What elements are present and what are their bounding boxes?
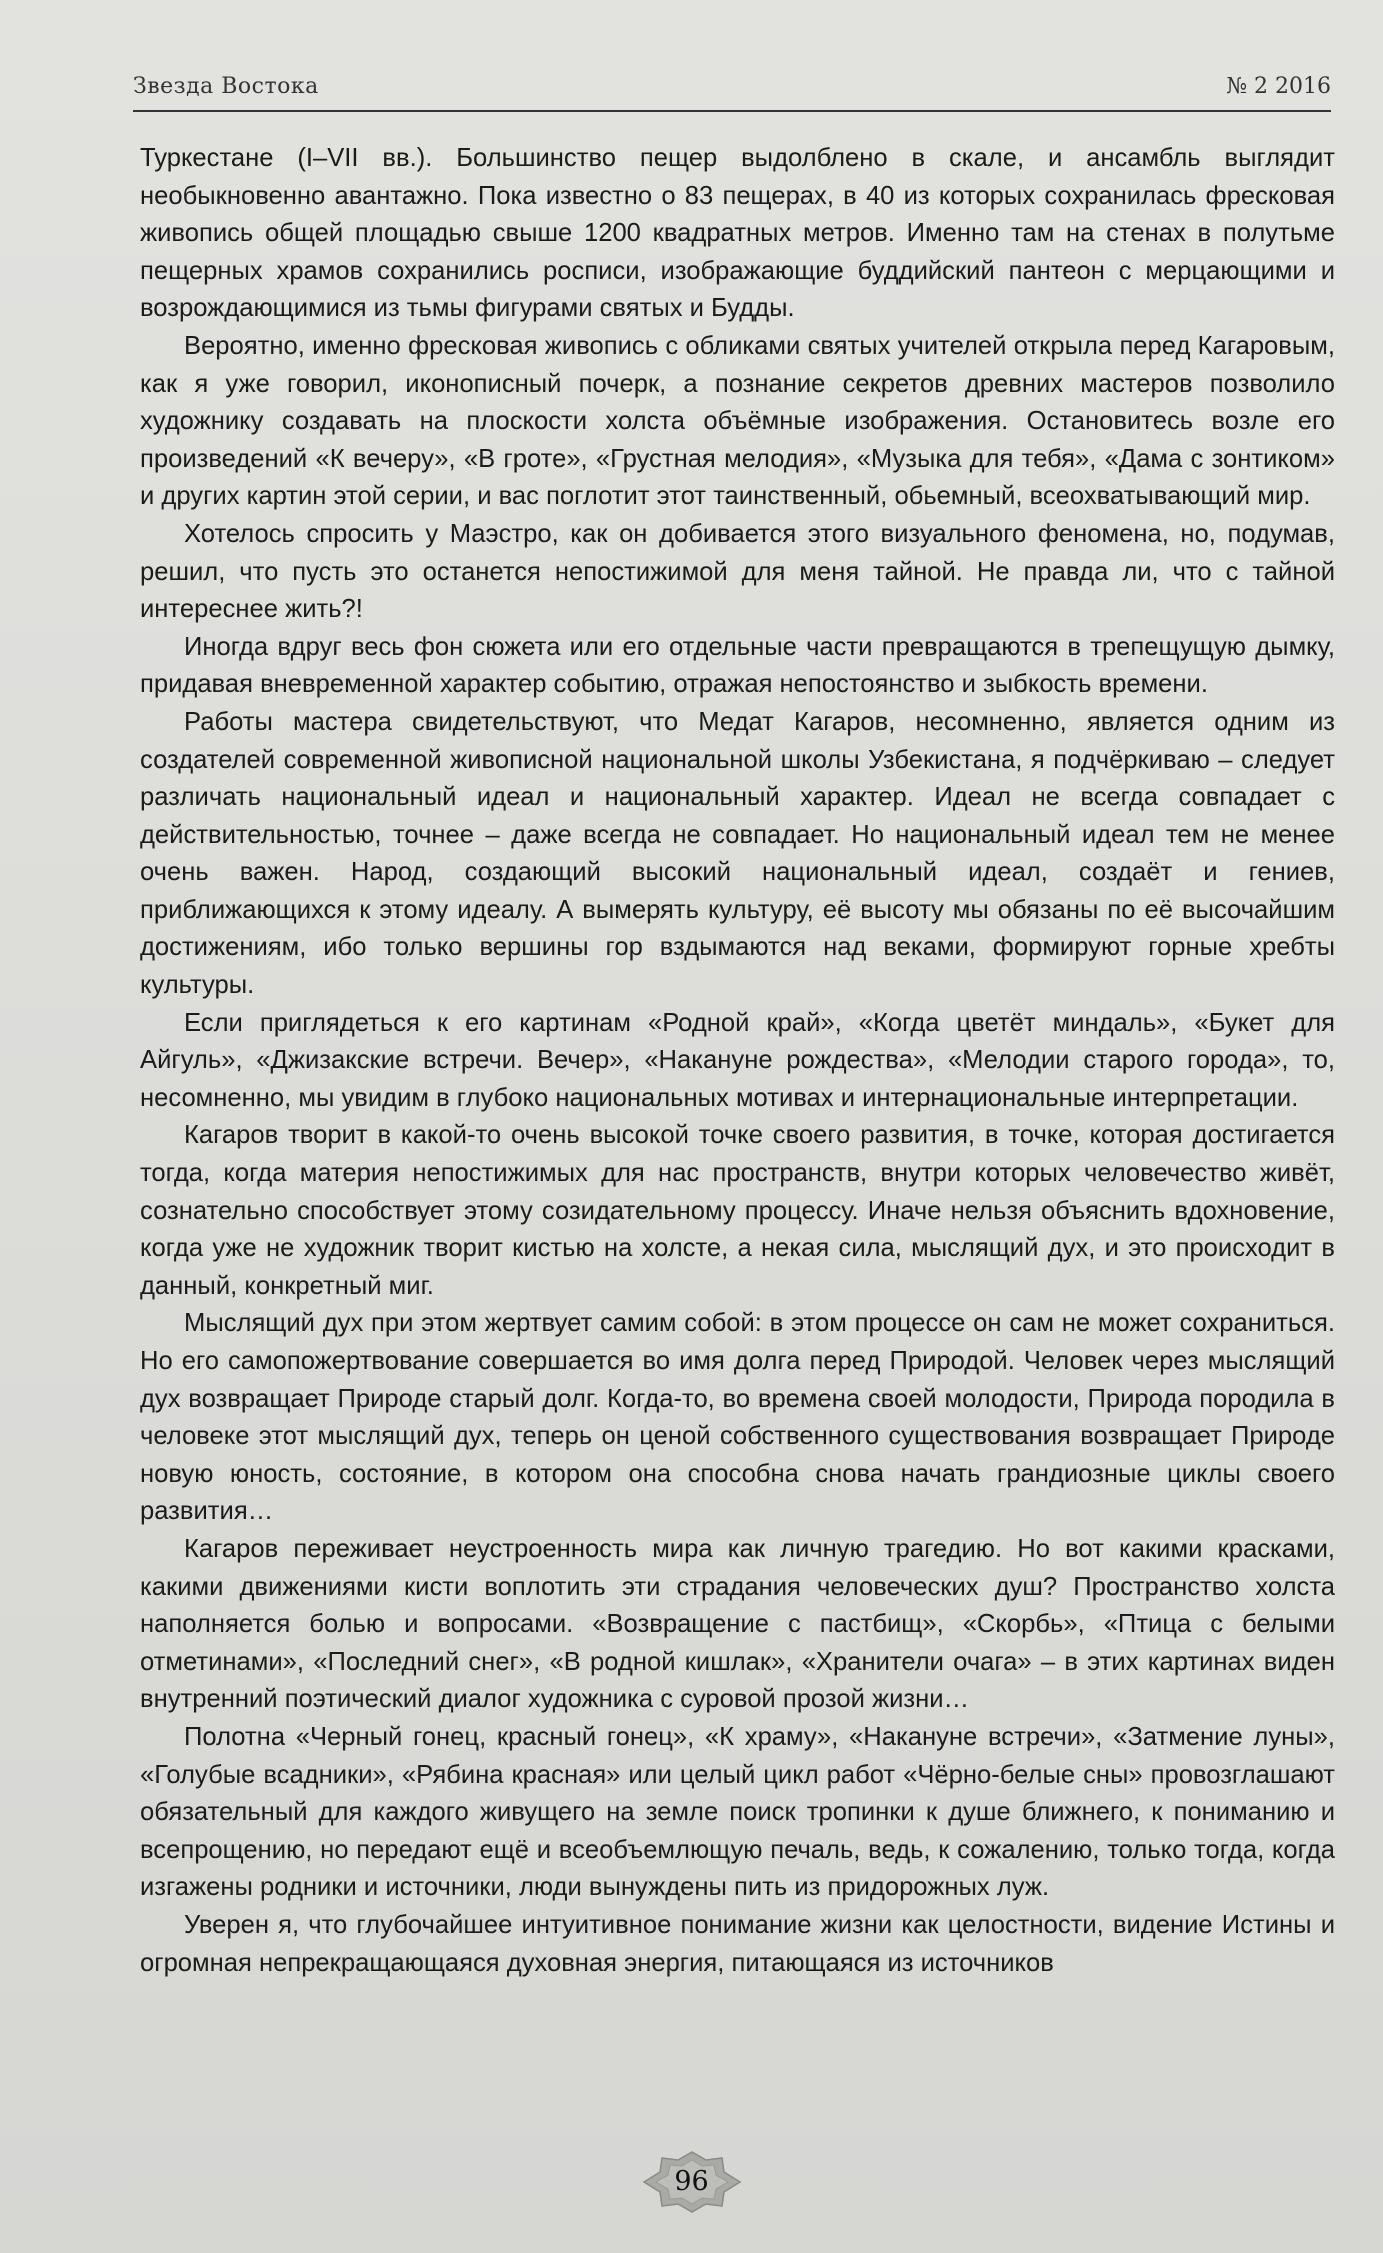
paragraph: Работы мастера свидетельствуют, что Медат Кагаров, несомненно, является одним из создателей современной живописной национальной школы Узбекистана, я подчёркиваю – следует различать национальный идеал и национальный характер. Идеал не всегда совпадает с действительностью, точнее – даже всегда не совпадает. Но национальный идеал тем не менее очень важен. Народ, создающий высокий национальный идеал, создаёт и гениев, приближающихся к этому идеалу. А вымерять культуру, её высоту мы обязаны по её высочайшим достижениям, ибо только вершины гор вздымаются над веками, формируют горные хребты культуры. (140, 707, 1335, 1000)
article-body (140, 140, 1335, 1982)
issue-number: № 2 2016 (1226, 74, 1331, 99)
paragraph: Кагаров переживает неустроенность мира как личную трагедию. Но вот какими красками, какими движениями кисти воплотить эти страдания человеческих душ? Пространство холста наполняется болью и вопросами. «Возвращение с пастбищ», «Скорбь», «Птица с белыми отметинами», «Последний снег», «В родной кишлак», «Хранители очага» – в этих картинах виден внутренний поэтический диалог художника с суровой прозой жизни… (140, 1534, 1335, 1714)
page-number-ornament (640, 2150, 744, 2214)
paragraph: Полотна «Черный гонец, красный гонец», «К храму», «Накануне встречи», «Затмение луны», «Голубые всадники», «Рябина красная» или целый цикл работ «Чёрно-белые сны» провозглашают обязательный для каждого живущего на земле поиск тропинки к душе ближнего, к пониманию и всепрощению, но передают ещё и всеобъемлющую печаль, ведь, к сожалению, только тогда, когда изгажены родники и источники, люди вынуждены пить из придорожных луж. (140, 1722, 1335, 1902)
paragraph: Мыслящий дух при этом жертвует самим собой: в этом процессе он сам не может сохраниться. Но его самопожертвование совершается во имя долга перед Природой. Человек через мыслящий дух возвращает Природе старый долг. Когда-то, во времена своей молодости, Природа породила в человеке этот мыслящий дух, теперь он ценой собственного существования возвращает Природе новую юность, состояние, в котором она способна снова начать грандиозные циклы своего развития… (140, 1309, 1335, 1526)
journal-title: Звезда Востока (133, 74, 319, 99)
paragraph: Туркестане (I–VII вв.). Большинство пещер выдолблено в скале, и ансамбль выглядит необыкновенно авантажно. Пока известно о 83 пещерах, в 40 из которых сохранилась фресковая живопись общей площадью свыше 1200 квадратных метров. Именно там на стенах в полутьме пещерных храмов сохранились росписи, изображающие буддийский пантеон с мерцающими и возрождающимися из тьмы фигурами святых и Будды. (140, 144, 1335, 323)
page-number: 96 (674, 2166, 709, 2197)
paragraph: Если приглядеться к его картинам «Родной край», «Когда цветёт миндаль», «Букет для Айгуль», «Джизакские встречи. Вечер», «Накануне рождества», «Мелодии старого города», то, несомненно, мы увидим в глубоко национальных мотивах и интернациональные интерпретации. (140, 1008, 1335, 1112)
paragraph: Вероятно, именно фресковая живопись с обликами святых учителей открыла перед Кагаровым, как я уже говорил, иконописный почерк, а познание секретов древних мастеров позволило художнику создавать на плоскости холста объёмные изображения. Остановитесь возле его произведений «К вечеру», «В гроте», «Грустная мелодия», «Музыка для тебя», «Дама с зонтиком» и других картин этой серии, и вас поглотит этот таинственный, обьемный, всеохватывающий мир. (140, 331, 1335, 511)
paragraph: Хотелось спросить у Маэстро, как он добивается этого визуального феномена, но, подумав, решил, что пусть это останется непостижимой для меня тайной. Не правда ли, что с тайной интереснее жить?! (140, 519, 1335, 624)
paragraph: Кагаров творит в какой-то очень высокой точке своего развития, в точке, которая достигается тогда, когда материя непостижимых для нас пространств, внутри которых человечество живёт, сознательно способствует этому созидательному процессу. Иначе нельзя объяснить вдохновение, когда уже не художник творит кистью на холсте, а некая сила, мыслящий дух, и это происходит в данный, конкретный миг. (140, 1121, 1335, 1300)
paragraph: Уверен я, что глубочайшее интуитивное понимание жизни как целостности, видение Истины и огромная непрекращающаяся духовная энергия, питающаяся из источников (140, 1910, 1335, 1977)
paragraph: Иногда вдруг весь фон сюжета или его отдельные части превращаются в трепещущую дымку, придавая вневременной характер событию, отражая непостоянство и зыбкость времени. (140, 632, 1335, 699)
running-header (133, 62, 1331, 112)
